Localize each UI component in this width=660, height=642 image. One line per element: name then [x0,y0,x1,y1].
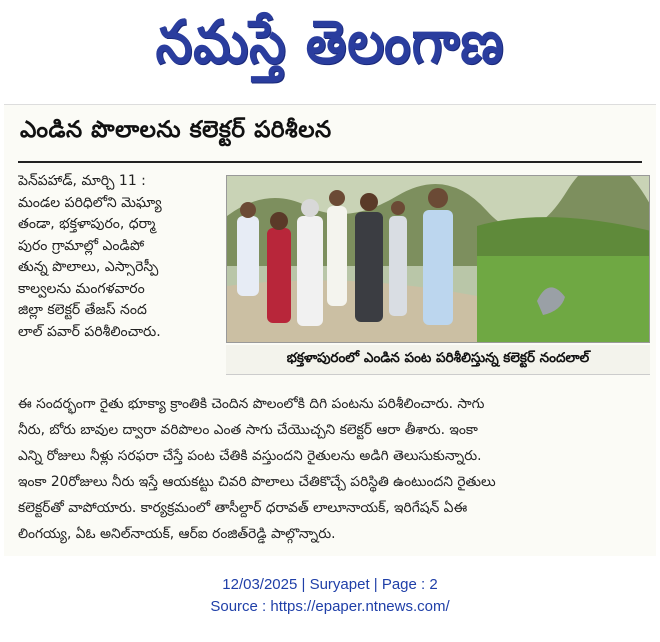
body-line: ఇంకా 20రోజులు నీరు ఇస్తే ఆయకట్టు చివరి పొలాలు చేతికొచ్చే పరిస్థితి ఉంటుందని రైతులు [18,474,496,490]
article-lead [18,171,218,343]
lead-line: లాల్ పవార్ పరిశీలించారు. [18,323,161,340]
field-visit-photo [227,176,650,343]
lead-line: మండల పరిధిలోని మెఘ్యా [18,194,162,211]
article-headline: ఎండిన పొలాలను కలెక్టర్ పరిశీలన [20,117,332,143]
page-footer [0,574,660,618]
photo-caption: భక్తళాపురంలో ఎండిన పంట పరిశీలిస్తున్న కలెక్టర్ నందలాల్ [226,345,650,375]
footer-source: Source : https://epaper.ntnews.com/ [210,598,450,615]
lead-line: తున్న పొలాలు, ఎస్సారెస్పీ [18,259,159,275]
body-line: కలెక్టర్‌తో వాపోయారు. కార్యక్రమంలో తాసీల్దార్ ధరావత్ లాలూనాయక్, ఇరిగేషన్ ఏఈ [18,500,468,516]
lead-line: తండా, భక్తళాపురం, ధర్మా [18,216,156,232]
body-line: లింగయ్య, ఏఓ అనిల్‌నాయక్, ఆర్ఐ రంజిత్‌రెడ్డి పాల్గొన్నారు. [18,526,336,542]
body-line: ఈ సందర్భంగా రైతు భూక్యా క్రాంతికి చెందిన పొలంలోకి దిగి పంటను పరిశీలించారు. సాగు [18,396,485,412]
headline-divider [18,161,642,163]
lead-line: జిల్లా కలెక్టర్ తేజస్ నంద [18,302,147,318]
article-photo [226,175,650,343]
lead-line: పురం గ్రామాల్లో ఎండిపో [18,237,145,254]
lead-line: కాల్వలను మంగళవారం [18,280,145,297]
article-body [18,391,646,547]
footer-meta: 12/03/2025 | Suryapet | Page : 2 [222,576,438,593]
body-line: నీరు, బోరు బావుల ద్వారా వరిపొలం ఎంత సాగు చేయొచ్చని కలెక్టర్ ఆరా తీశారు. ఇంకా [18,422,478,438]
newspaper-masthead [0,0,660,100]
lead-line: పెన్‌పహాడ్, మార్చి 11 : [18,173,146,189]
body-line: ఎన్ని రోజులు నీళ్లు సరఫరా చేస్తే పంట చేతికి వస్తుందని రైతులను అడిగి తెలుసుకున్నారు. [18,448,482,464]
news-clipping [4,104,656,556]
masthead-title: నమస్తే తెలంగాణ [155,8,505,78]
